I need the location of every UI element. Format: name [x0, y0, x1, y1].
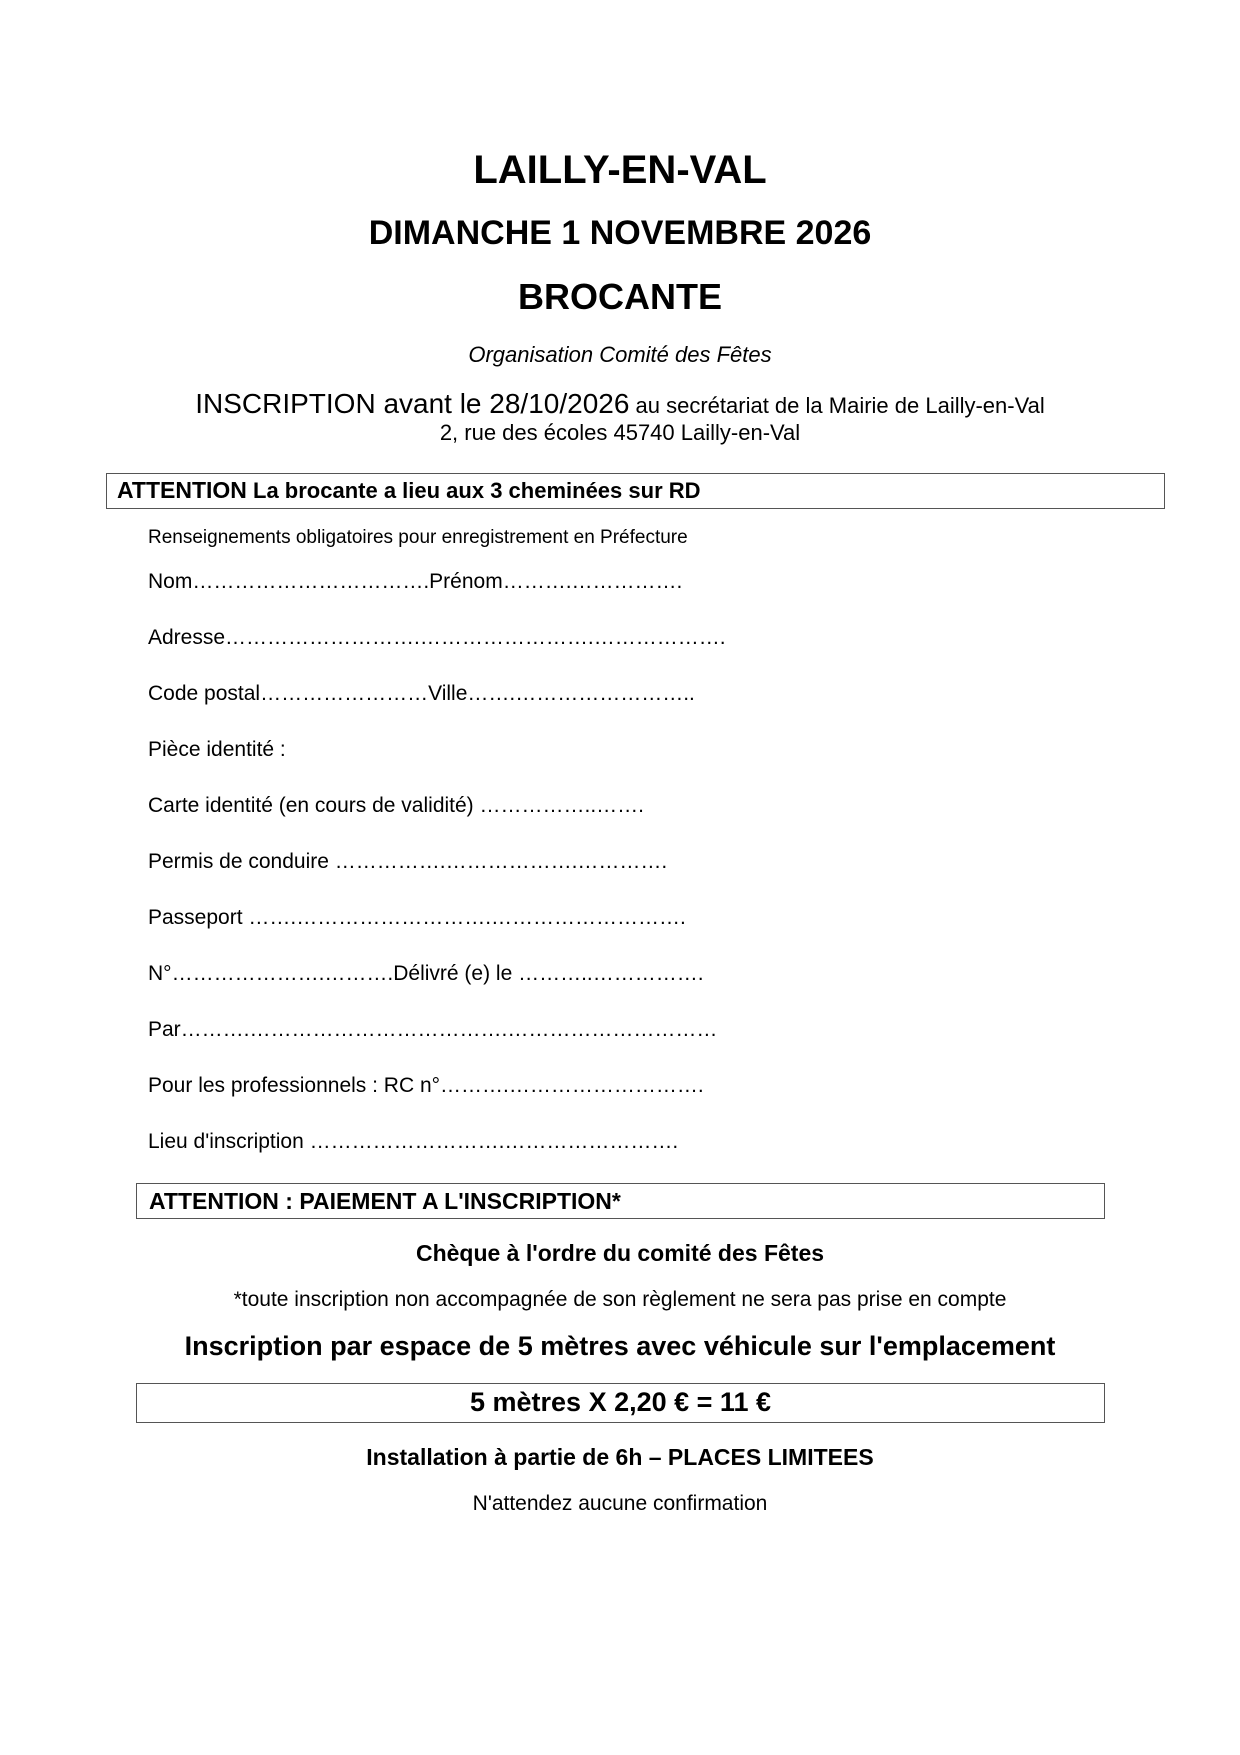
- price-box: 5 mètres X 2,20 € = 11 €: [136, 1383, 1105, 1423]
- inscription-deadline: [0, 388, 1240, 420]
- inscription-deadline-place: au secrétariat de la Mairie de Lailly-en-Val: [629, 393, 1045, 418]
- field-permis: Permis de conduire …………….……………….………….: [148, 850, 668, 873]
- mairie-address: 2, rue des écoles 45740 Lailly-en-Val: [439, 420, 801, 445]
- space-rule: Inscription par espace de 5 mètres avec véhicule sur l'emplacement: [184, 1331, 1056, 1361]
- field-nom-prenom: Nom…………………………….Prénom……….…………….: [148, 570, 683, 593]
- inscription-deadline-main: INSCRIPTION avant le 28/10/2026: [195, 388, 630, 419]
- event-name: BROCANTE: [518, 276, 722, 317]
- installation-info: Installation à partie de 6h – PLACES LIMITEES: [366, 1444, 874, 1470]
- prefecture-note: Renseignements obligatoires pour enregistrement en Préfecture: [148, 527, 688, 548]
- field-code-postal-ville: Code postal……………………Ville…….……………………..: [148, 682, 695, 705]
- payment-notice-box: ATTENTION : PAIEMENT A L'INSCRIPTION*: [136, 1183, 1105, 1219]
- field-rc: Pour les professionnels : RC n°……….……………………….: [148, 1074, 704, 1097]
- event-date: DIMANCHE 1 NOVEMBRE 2026: [368, 214, 872, 252]
- field-numero-delivre: N°………………….……….Délivré (e) le ………..…………….: [148, 962, 704, 985]
- field-passeport: Passeport …….……………………….……………………….: [148, 906, 686, 929]
- confirmation-note: N'attendez aucune confirmation: [472, 1492, 768, 1515]
- town-title: LAILLY-EN-VAL: [473, 148, 767, 192]
- field-adresse: Adresse……………………….…………………….……………….: [148, 626, 726, 649]
- field-carte-identite: Carte identité (en cours de validité) ……………..…….: [148, 794, 645, 817]
- organiser-line: Organisation Comité des Fêtes: [468, 342, 772, 367]
- location-notice-text: La brocante a lieu aux 3 cheminées sur RD: [246, 478, 701, 503]
- cheque-instruction: Chèque à l'ordre du comité des Fêtes: [415, 1240, 825, 1266]
- location-notice-box: [106, 473, 1165, 509]
- payment-footnote: *toute inscription non accompagnée de son règlement ne sera pas prise en compte: [233, 1288, 1007, 1311]
- field-lieu-inscription: Lieu d'inscription ……………………….…………………….: [148, 1130, 679, 1153]
- field-par: Par……….……………………………….…………………………: [148, 1018, 718, 1041]
- field-piece-identite: Pièce identité :: [148, 738, 286, 761]
- location-notice-attention: ATTENTION: [117, 477, 247, 503]
